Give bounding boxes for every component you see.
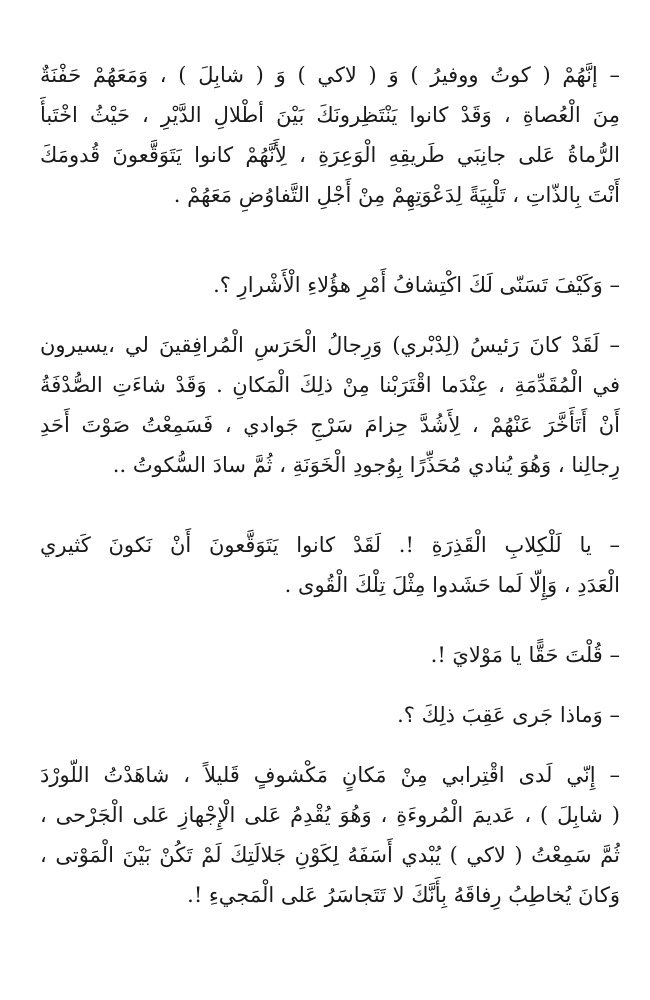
paragraph-5: [40, 635, 620, 675]
paragraph-7: [40, 755, 620, 915]
text-line: أَنْ أَتَأَخَّرَ عَنْهُمْ ، لِأَشُدَّ حِزامَ سَرْجِ جَوادي ، فَسَمِعْتُ صَوْتَ أَحَدِ: [40, 413, 620, 437]
text-line: رِجالِنا ، وَهُوَ يُنادي مُحَذِّرًا بِوُجودِ الْخَوَنَةِ ، ثُمَّ سادَ السُّكوتُ ..: [112, 453, 620, 477]
text-line: أَنْتَ بِالذّاتِ ، تَلْبِيَةً لِدَعْوَتِهِمْ مِنْ أَجْلِ التَّفاوُضِ مَعَهُمْ .: [173, 183, 620, 207]
paragraph-1: [40, 55, 620, 215]
text-line: الرُّماةُ عَلى جانِبَي طَريقِهِ الْوَعِرَةِ ، لِأَنَّهُمْ كانوا يَتَوَقَّعونَ قُدومَكَ: [40, 143, 620, 167]
text-line: في الْمُقَدِّمَةِ ، عِنْدَما اقْتَرَبْنا مِنْ ذلِكَ الْمَكانِ . وَقَدْ شاءَتِ الصُّدْفَةُ: [40, 373, 620, 397]
text-line: الْعَدَدِ ، وَإِلّا لَما حَشَدوا مِثْلَ تِلْكَ الْقُوى .: [284, 573, 620, 597]
text-line: – وَكَيْفَ تَسَنّى لَكَ اكْتِشافُ أَمْرِ هؤُلاءِ الْأَشْرارِ ؟.: [213, 273, 620, 297]
text-line: – وَماذا جَرى عَقِبَ ذلِكَ ؟.: [397, 703, 620, 727]
paragraph-4: [40, 525, 620, 605]
text-line: – قُلْتَ حَقًّا يا مَوْلايَ !.: [430, 643, 620, 667]
paragraph-6: [40, 695, 620, 735]
text-line: وَكانَ يُخاطِبُ رِفاقَهُ بِأَنَّكَ لا تَتَجاسَرُ عَلى الْمَجيءِ !.: [187, 883, 620, 907]
text-line: – إِنّي لَدى اقْتِرابي مِنْ مَكانٍ مَكْشوفٍ قَليلاً ، شاهَدْتُ اللّورْدَ: [40, 763, 620, 787]
text-line: – إنَّهُمْ ( كوتُ ووفيرُ ) وَ ( لاكي ) وَ ( شابِلَ ) ، وَمَعَهُمْ حَفْنَةٌ: [40, 63, 620, 87]
text-line: ( شابِلَ ) ، عَديمَ الْمُروءَةِ ، وَهُوَ يُقْدِمُ عَلى الْإِجْهازِ عَلى الْجَرْحى ،: [40, 803, 620, 827]
text-line: – لَقَدْ كانَ رَئيسُ (لِدْبْري) وَرِجالُ الْحَرَسِ الْمُرافِقينَ لي ،يسيرون: [40, 333, 620, 357]
paragraph-3: [40, 325, 620, 485]
text-line: ثُمَّ سَمِعْتُ ( لاكي ) يُبْدي أَسَفَهُ لِكَوْنِ جَلالَتِكَ لَمْ تَكُنْ بَيْنَ الْمَوْتى ،: [40, 843, 620, 867]
text-line: مِنَ الْعُصاةِ ، وَقَدْ كانوا يَنْتَظِرونَكَ بَيْنَ أطْلالِ الدَّيْرِ ، حَيْثُ اخْتَبأَ: [40, 103, 620, 127]
text-line: – يا لَلْكِلابِ الْقَذِرَةِ !. لَقَدْ كانوا يَتَوَقَّعونَ أَنْ نَكونَ كَثيري: [40, 533, 620, 557]
paragraph-2: [40, 265, 620, 305]
